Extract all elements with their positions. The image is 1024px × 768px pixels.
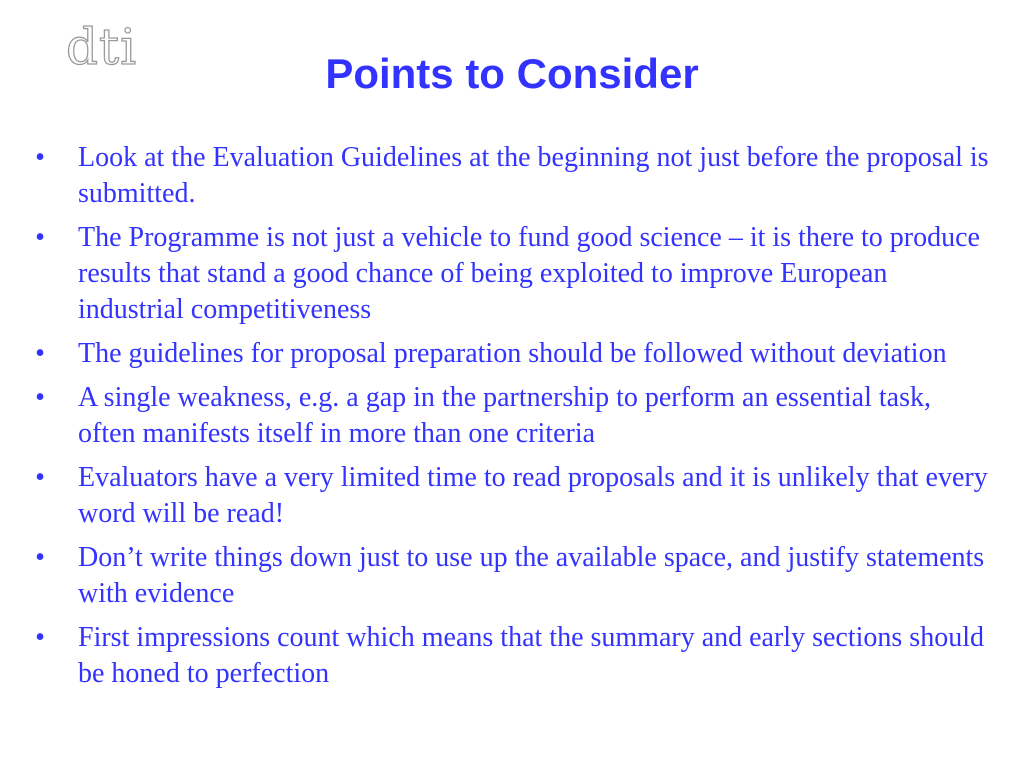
bullet-marker: • bbox=[35, 622, 45, 653]
bullet-marker: • bbox=[35, 542, 45, 573]
slide-title: Points to Consider bbox=[325, 50, 699, 97]
bullet-text: Evaluators have a very limited time to read proposals and it is unlikely that every word will be read! bbox=[78, 462, 988, 529]
logo-text: dti bbox=[66, 18, 138, 74]
bullet-text: The Programme is not just a vehicle to fund good science – it is there to produce results that stand a good chance of being exploited to improve European industrial competitiveness bbox=[78, 222, 980, 325]
bullet-text: Don’t write things down just to use up the available space, and justify statements with evidence bbox=[78, 542, 985, 609]
bullet-text: The guidelines for proposal preparation should be followed without deviation bbox=[78, 338, 947, 369]
bullet-list bbox=[30, 140, 990, 700]
bullet-item bbox=[30, 220, 990, 328]
bullet-item bbox=[30, 540, 990, 612]
bullet-text: Look at the Evaluation Guidelines at the beginning not just before the proposal is submitted. bbox=[78, 142, 989, 209]
bullet-marker: • bbox=[35, 222, 45, 253]
bullet-marker: • bbox=[35, 142, 45, 173]
bullet-item bbox=[30, 620, 990, 692]
bullet-item bbox=[30, 336, 990, 372]
bullet-item bbox=[30, 380, 990, 452]
bullet-item bbox=[30, 460, 990, 532]
bullet-item bbox=[30, 140, 990, 212]
bullet-text: A single weakness, e.g. a gap in the partnership to perform an essential task, often manifests itself in more than one criteria bbox=[78, 382, 931, 449]
bullet-marker: • bbox=[35, 338, 45, 369]
bullet-marker: • bbox=[35, 462, 45, 493]
bullet-text: First impressions count which means that the summary and early sections should be honed to perfection bbox=[78, 622, 984, 689]
bullet-marker: • bbox=[35, 382, 45, 413]
